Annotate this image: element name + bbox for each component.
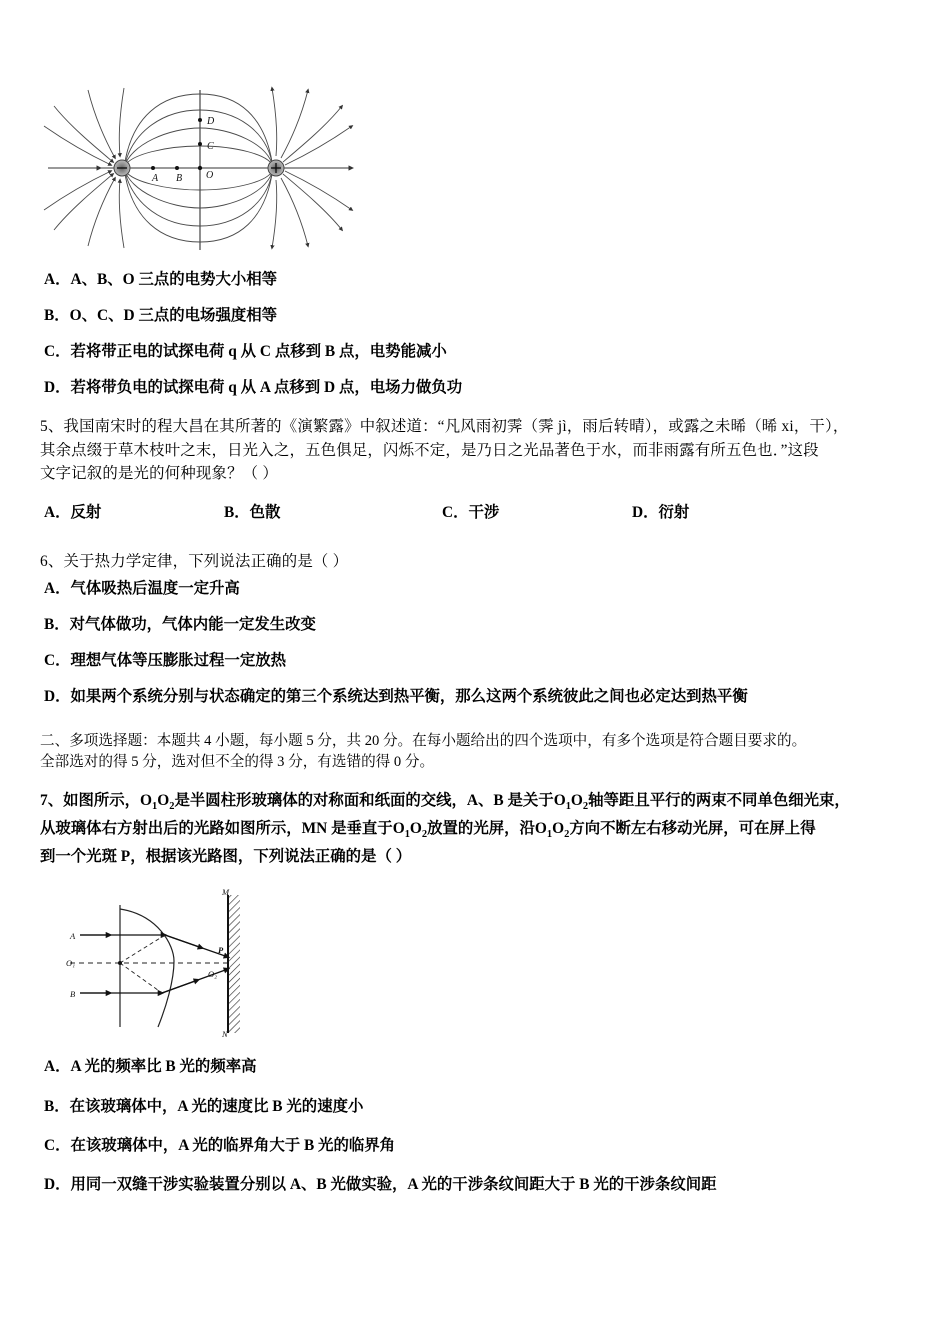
question5-options-list <box>40 500 912 522</box>
figure-dipole-field-lines <box>40 72 360 262</box>
q7-text-c: 轴等距且平行的两束不同单色细光束， <box>588 792 850 810</box>
option-row[interactable] <box>40 340 912 363</box>
label-ray-b: B <box>70 989 76 1000</box>
option-item[interactable] <box>632 500 782 522</box>
option-text: 用同一双缝干涉实验装置分别以 A、B 光做实验，A 光的干涉条纹间距大于 B 光的干涉条纹间距 <box>70 1175 717 1193</box>
q7-text-f: 方向不断左右移动光屏，可在屏上得 <box>569 819 816 837</box>
option-text: 气体吸热后温度一定升高 <box>70 580 240 598</box>
option-label: D． <box>44 1175 71 1193</box>
option-label: C． <box>44 343 71 361</box>
option-label: D． <box>44 688 71 706</box>
question6-options-list <box>40 577 912 708</box>
label-ray-a: A <box>70 931 76 942</box>
option-row[interactable] <box>40 268 912 291</box>
axis-symbol-o1o2: $O_1O_2$ <box>392 819 428 841</box>
option-label: C． <box>44 652 71 670</box>
option-text: 衍射 <box>658 503 690 521</box>
option-label: D． <box>632 503 659 521</box>
axis-symbol-o1o2: $O_1O_2$ <box>553 792 589 813</box>
option-label: A． <box>44 580 71 598</box>
dipole-field-svg <box>40 72 360 262</box>
question4-options-list <box>40 268 912 399</box>
option-label: D． <box>44 379 71 397</box>
option-item[interactable] <box>44 500 224 522</box>
label-point-o: O <box>206 170 214 181</box>
label-screen-m: M <box>222 887 230 898</box>
question7-stem-line3: 到一个光斑 P，根据该光路图，下列说法正确的是（ ） <box>40 847 412 865</box>
option-item[interactable] <box>224 500 442 522</box>
axis-symbol-o1o2: $O_1O_2$ <box>140 792 175 813</box>
section2-line2: 全部选对的得 5 分，选对但不全的得 3 分，有选错的得 0 分。 <box>40 754 435 771</box>
option-row[interactable] <box>40 1134 912 1157</box>
option-text: 在该玻璃体中，A 光的临界角大于 B 光的临界角 <box>70 1136 396 1154</box>
option-row[interactable] <box>40 613 912 636</box>
question5-stem <box>40 415 912 485</box>
label-point-a: A <box>152 173 159 184</box>
option-row[interactable] <box>40 376 912 399</box>
option-label: B． <box>44 616 70 634</box>
option-text: 色散 <box>249 503 281 521</box>
question7-stem-line2 <box>40 816 912 844</box>
section2-instructions <box>40 731 912 775</box>
question5-stem-line1: 5、我国南宋时的程大昌在其所著的《演繁露》中叙述道：“凡风雨初霁（霁 jì，雨后转晴），或露之未晞（晞 xi，干）， <box>40 418 849 436</box>
option-text: 在该玻璃体中，A 光的速度比 B 光的速度小 <box>69 1097 364 1115</box>
question5-stem-line3: 文字记叙的是光的何种现象？（ ） <box>40 465 278 483</box>
option-label: B． <box>224 503 250 521</box>
option-text: O、C、D 三点的电场强度相等 <box>69 307 278 325</box>
q7-text-e: 放置的光屏，沿 <box>427 819 535 837</box>
label-axis-o1: O₁ <box>66 958 76 969</box>
label-point-b: B <box>176 173 183 184</box>
axis-symbol-o1o2: $O_1O_2$ <box>534 819 570 841</box>
option-label: C． <box>44 1136 71 1154</box>
option-text: A 光的频率比 B 光的频率高 <box>70 1058 257 1076</box>
option-label: C． <box>442 503 469 521</box>
option-row[interactable] <box>40 304 912 327</box>
label-point-c: C <box>207 141 214 152</box>
question6-stem <box>40 550 912 573</box>
option-label: B． <box>44 1097 70 1115</box>
option-row[interactable] <box>40 577 912 600</box>
optics-svg <box>62 887 262 1037</box>
question5-stem-line2: 其余点缀于草木枝叶之末，日光入之，五色俱足，闪烁不定，是乃日之光品著色于水，而非雨露有所五色也．”这段 <box>40 441 819 459</box>
question6-stem-line: 6、关于热力学定律，下列说法正确的是（ ） <box>40 552 349 570</box>
option-label: A． <box>44 271 71 288</box>
option-label: A． <box>44 503 71 521</box>
label-screen-n: N <box>222 1029 228 1038</box>
q7-text-d: 从玻璃体右方射出后的光路如图所示，MN 是垂直于 <box>40 819 393 837</box>
option-text: A、B、O 三点的电势大小相等 <box>70 271 278 288</box>
option-label: A． <box>44 1058 71 1076</box>
option-text: 若将带正电的试探电荷 q 从 C 点移到 B 点，电势能减小 <box>70 343 447 361</box>
q7-text-a: 7、如图所示， <box>40 792 141 810</box>
option-label: B． <box>44 307 70 325</box>
label-point-d: D <box>207 116 215 127</box>
label-axis-o2: O₂ <box>208 969 218 980</box>
page-content <box>40 72 912 1196</box>
option-item[interactable] <box>442 500 632 522</box>
section2-line1: 二、多项选择题：本题共 4 小题，每小题 5 分，共 20 分。在每小题给出的四个选项中，有多个选项是符合题目要求的。 <box>40 732 807 749</box>
label-spot-p: P <box>218 945 224 956</box>
option-row[interactable] <box>40 1055 912 1078</box>
option-text: 反射 <box>70 503 102 521</box>
question7-stem-line1 <box>40 788 912 816</box>
option-text: 干涉 <box>468 503 500 521</box>
option-row[interactable] <box>40 1173 912 1196</box>
question7-stem <box>40 788 912 869</box>
question7-options-list <box>40 1055 912 1195</box>
option-row[interactable] <box>40 685 912 708</box>
option-row[interactable] <box>40 1095 912 1118</box>
option-text: 若将带负电的试探电荷 q 从 A 点移到 D 点，电场力做负功 <box>70 379 463 397</box>
q7-text-b: 是半圆柱形玻璃体的对称面和纸面的交线，A、B 是关于 <box>174 792 554 810</box>
option-text: 理想气体等压膨胀过程一定放热 <box>70 652 286 670</box>
option-row[interactable] <box>40 649 912 672</box>
option-text: 对气体做功，气体内能一定发生改变 <box>69 616 316 634</box>
figure-half-cylinder-optics <box>62 887 262 1037</box>
option-text: 如果两个系统分别与状态确定的第三个系统达到热平衡，那么这两个系统彼此之间也必定达到热平衡 <box>70 688 748 706</box>
